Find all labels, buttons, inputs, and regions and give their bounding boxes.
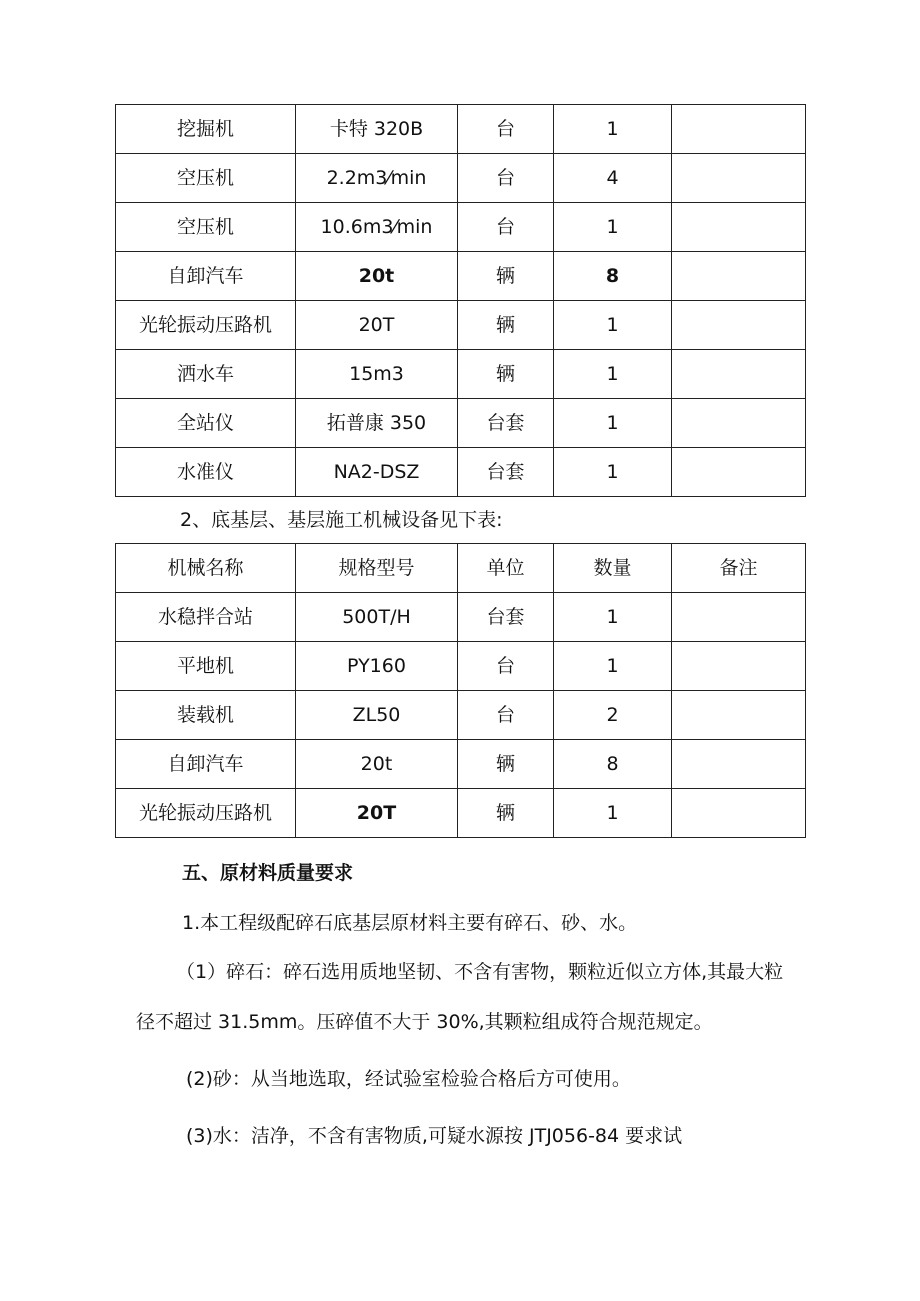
quantity-cell: 8 [554,252,672,301]
paragraph-water: (3)水：洁净，不含有害物质,可疑水源按 JTJ056-84 要求试 [186,1125,683,1147]
table-row [116,301,806,350]
spec-cell: ZL50 [296,691,458,740]
note-cell [672,789,806,838]
note-cell [672,203,806,252]
note-cell [672,642,806,691]
section-title: 五、原材料质量要求 [182,862,354,884]
machine-name-cell: 自卸汽车 [116,740,296,789]
spec-cell: 20t [296,740,458,789]
quantity-cell: 2 [554,691,672,740]
unit-cell: 辆 [458,301,554,350]
note-cell [672,252,806,301]
note-cell [672,399,806,448]
table-row [116,252,806,301]
machine-name-cell: 挖掘机 [116,105,296,154]
table-row [116,154,806,203]
header-spec: 规格型号 [296,544,458,593]
quantity-cell: 1 [554,448,672,497]
table-row [116,642,806,691]
unit-cell: 辆 [458,350,554,399]
spec-cell: 500T/H [296,593,458,642]
machine-name-cell: 全站仪 [116,399,296,448]
spec-cell: NA2-DSZ [296,448,458,497]
note-cell [672,301,806,350]
table-row [116,691,806,740]
machine-name-cell: 光轮振动压路机 [116,301,296,350]
unit-cell: 台套 [458,399,554,448]
machine-name-cell: 装载机 [116,691,296,740]
paragraph-materials-overview: 1.本工程级配碎石底基层原材料主要有碎石、砂、水。 [182,912,638,934]
header-unit: 单位 [458,544,554,593]
unit-cell: 台 [458,642,554,691]
unit-cell: 台 [458,691,554,740]
note-cell [672,448,806,497]
machine-name-cell: 水稳拌合站 [116,593,296,642]
table-row [116,203,806,252]
quantity-cell: 1 [554,642,672,691]
table-2-caption: 2、底基层、基层施工机械设备见下表: [180,509,503,531]
quantity-cell: 4 [554,154,672,203]
unit-cell: 辆 [458,252,554,301]
unit-cell: 辆 [458,789,554,838]
header-note: 备注 [672,544,806,593]
note-cell [672,154,806,203]
unit-cell: 台 [458,154,554,203]
quantity-cell: 1 [554,301,672,350]
unit-cell: 辆 [458,740,554,789]
table-row [116,740,806,789]
machine-name-cell: 洒水车 [116,350,296,399]
table-row [116,105,806,154]
machine-name-cell: 光轮振动压路机 [116,789,296,838]
quantity-cell: 1 [554,350,672,399]
machine-name-cell: 空压机 [116,154,296,203]
table-header-row [116,544,806,593]
quantity-cell: 1 [554,399,672,448]
machine-name-cell: 自卸汽车 [116,252,296,301]
header-quantity: 数量 [554,544,672,593]
note-cell [672,740,806,789]
table-row [116,399,806,448]
equipment-table-1 [115,104,806,497]
table-row [116,593,806,642]
unit-cell: 台 [458,105,554,154]
quantity-cell: 1 [554,105,672,154]
table-row [116,350,806,399]
quantity-cell: 1 [554,203,672,252]
note-cell [672,105,806,154]
table-row [116,789,806,838]
equipment-table-2 [115,543,806,838]
unit-cell: 台套 [458,593,554,642]
header-machine-name: 机械名称 [116,544,296,593]
paragraph-sand: (2)砂：从当地选取，经试验室检验合格后方可使用。 [186,1068,631,1090]
paragraph-gravel-line-2: 径不超过 31.5mm。压碎值不大于 30%,其颗粒组成符合规范规定。 [136,1011,713,1033]
quantity-cell: 8 [554,740,672,789]
quantity-cell: 1 [554,593,672,642]
paragraph-gravel-line-1: （1）碎石：碎石选用质地坚韧、不含有害物，颗粒近似立方体,其最大粒 [176,961,784,983]
note-cell [672,691,806,740]
spec-cell: 20T [296,789,458,838]
note-cell [672,593,806,642]
spec-cell: 20T [296,301,458,350]
spec-cell: 10.6m3⁄min [296,203,458,252]
spec-cell: 15m3 [296,350,458,399]
spec-cell: 拓普康 350 [296,399,458,448]
spec-cell: 20t [296,252,458,301]
table-row [116,448,806,497]
quantity-cell: 1 [554,789,672,838]
spec-cell: PY160 [296,642,458,691]
spec-cell: 卡特 320B [296,105,458,154]
machine-name-cell: 水准仪 [116,448,296,497]
note-cell [672,350,806,399]
machine-name-cell: 平地机 [116,642,296,691]
spec-cell: 2.2m3⁄min [296,154,458,203]
unit-cell: 台套 [458,448,554,497]
machine-name-cell: 空压机 [116,203,296,252]
unit-cell: 台 [458,203,554,252]
